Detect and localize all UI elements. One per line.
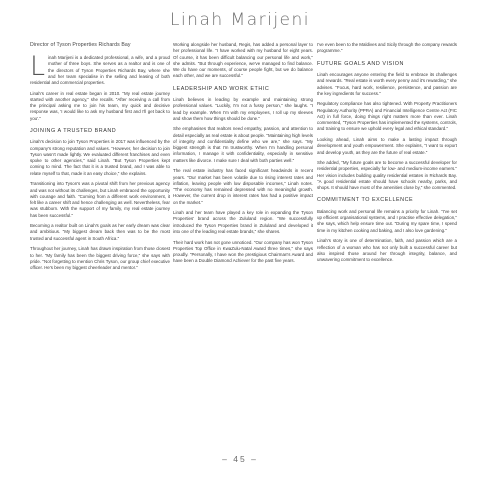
- section-heading: LEADERSHIP AND WORK ETHIC: [173, 85, 270, 92]
- section-heading: COMMITMENT TO EXCELLENCE: [317, 197, 414, 204]
- article-column-2: [173, 42, 313, 269]
- article-paragraph: Their hard work has not gone unnoticed. "Our company has won Tyson Properties Top Office in KwaZulu-Natal Award three times," she says proudly. "Personally, I have won the prestigious Chairman's Award and have been a Double Diamond Achiever for the past five years.: [173, 239, 313, 264]
- article-paragraph: She added, "My future goals are to become a successful developer for residential properties, especially for low- and medium-income earners." Her vision includes building quality residential estates in Richards Bay. "A good residential estate should have schools nearby, parks, and shops. It should have most of the amenities close by," she commented.: [317, 160, 457, 191]
- article-paragraph: Linah and her team have played a key role in expanding the Tyson Properties' brand across the Zululand region. "We successfully introduced the Tyson Properties brand in Zululand and developed it into one of the leading real estate brands," she shares.: [173, 210, 313, 234]
- article-paragraph: The real estate industry has faced significant headwinds in recent years. "Our market has been volatile due to rising interest rates and inflation, leaving people with low disposable incomes," Linah notes. "The economy has remained depressed with no meaningful growth. However, the current drop in interest rates has had a positive impact on the market.": [173, 168, 313, 205]
- article-paragraph: Linah Marijeni is a dedicated professional, a wife, and a proud mother of three boys. She serves as a realtor and is one of the directors of Tyson Properties Richards Bay, where she and her team specialise in the selling and leasing of both residential and commercial properties.: [30, 51, 170, 85]
- article-paragraph: Looking ahead, Linah aims to make a lasting impact through development and youth empowerment. She explains, "I want to export and develop youth, as they are the future of real estate.": [317, 137, 457, 155]
- page-number: – 45 –: [222, 454, 258, 464]
- article-subtitle: Director of Tyson Properties Richards Bay: [30, 42, 131, 48]
- article-column-3: [317, 42, 457, 268]
- section-heading: FUTURE GOALS AND VISION: [317, 60, 404, 67]
- article-column-1: [30, 42, 170, 276]
- article-paragraph: Working alongside her husband, Regis, has added a personal layer to her professional life. "I have worked with my husband for eight years. Of course, it has been difficult balancing our personal life and work," she admits. "But through experience, we've managed to find balance. We do have our moments, of course people fight, but we do balance each other, and we are successful.": [173, 42, 313, 79]
- article-paragraph: Linah's decision to join Tyson Properties in 2017 was influenced by the company's strong reputation and values. "However, her decision to join Tyson wasn't made lightly. We evaluated different franchises and even spoke to other agencies," said Linah. "But Tyson Properties kept coming to mind. The fact that it is a trusted brand, and I was able to relate myself to that, made it an easy choice," she explains.: [30, 139, 170, 176]
- section-heading: JOINING A TRUSTED BRAND: [30, 127, 117, 134]
- article-paragraph: Linah encourages anyone entering the field to embrace its challenges and rewards. "Real estate is worth every penny and it's rewarding," she advises. "Focus, hard work, resilience, persistence, and passion are the key ingredients for success.": [317, 72, 457, 96]
- article-paragraph: I've even been to the Maldives and Sicily through the company rewards programme.": [317, 42, 457, 54]
- article-paragraph: She emphasises that realtors need empathy, passion, and attention to detail especially as real estate is about people. "Maintaining high levels of integrity and confidentiality define who we are," she says. "My biggest strength is that I'm trustworthy. When I'm handling personal information, I manage it with confidentiality, especially in sensitive matters like divorce. I make sure I deal with both parties well.": [173, 126, 313, 163]
- article-paragraph: Linah believes in leading by example and maintaining strong professional values. "Luckily, I'm not a fussy person," she laughs. "I lead by example. When I'm with my employees, I roll up my sleeves and show them how things should be done.": [173, 97, 313, 121]
- article-paragraph: Balancing work and personal life remains a priority for Linah. "I've set up efficient organisational systems, and I practise effective delegation," she says, which help ensure time out. "During my spare time, I spend time in my kitchen cooking and baking, and I also love gardening.": [317, 208, 457, 233]
- article-paragraph: Regulatory compliance has also tightened. With Property Practitioners Regulatory Authority (PPRA) and Financial Intelligence Centre Act (FIC Act) in full force, doing things right matters more than ever. Linah commented, "Tyson Properties has implemented the systems, controls, and training to ensure we uphold every legal and ethical standard.": [317, 101, 457, 132]
- article-paragraph: Throughout her journey, Linah has drawn inspiration from those closest to her. "My family has been the biggest driving force," she says with pride. "Not forgetting to mention Chris Tyson, our group chief executive officer. He's been my biggest cheerleader and mentor.": [30, 246, 170, 271]
- article-paragraph: Becoming a realtor built on Linah's goals as her early dream was clear and ambitious. "My biggest dream back then was to be the most trusted and successful agent in South Africa.": [30, 223, 170, 241]
- article-paragraph: Linah's career in real estate began in 2010. "My real estate journey started with another agency," she recalls. "After receiving a call from the principal asking me to join his team, my quick and decisive response was, 'I would like to ask my husband first and I'll get back to you'.": [30, 90, 170, 121]
- drop-cap: L: [30, 51, 46, 82]
- article-paragraph: Linah's story is one of determination, faith, and passion which are a reflection of a woman who has not only built a successful career but also inspired those around her through integrity, balance, and unwavering commitment to excellence.: [317, 238, 457, 263]
- article-paragraph: Transitioning into Tyson's was a pivotal shift from her previous agency and was not without its challenges, but Linah embraced the opportunity with courage and faith. "Coming from a different work environment, it felt like a career shift and hence challenging as well. Nevertheless, fear was stubborn. With the support of my family, my real estate journey has been successful.": [30, 181, 170, 218]
- page-title: Linah Marijeni: [169, 10, 311, 30]
